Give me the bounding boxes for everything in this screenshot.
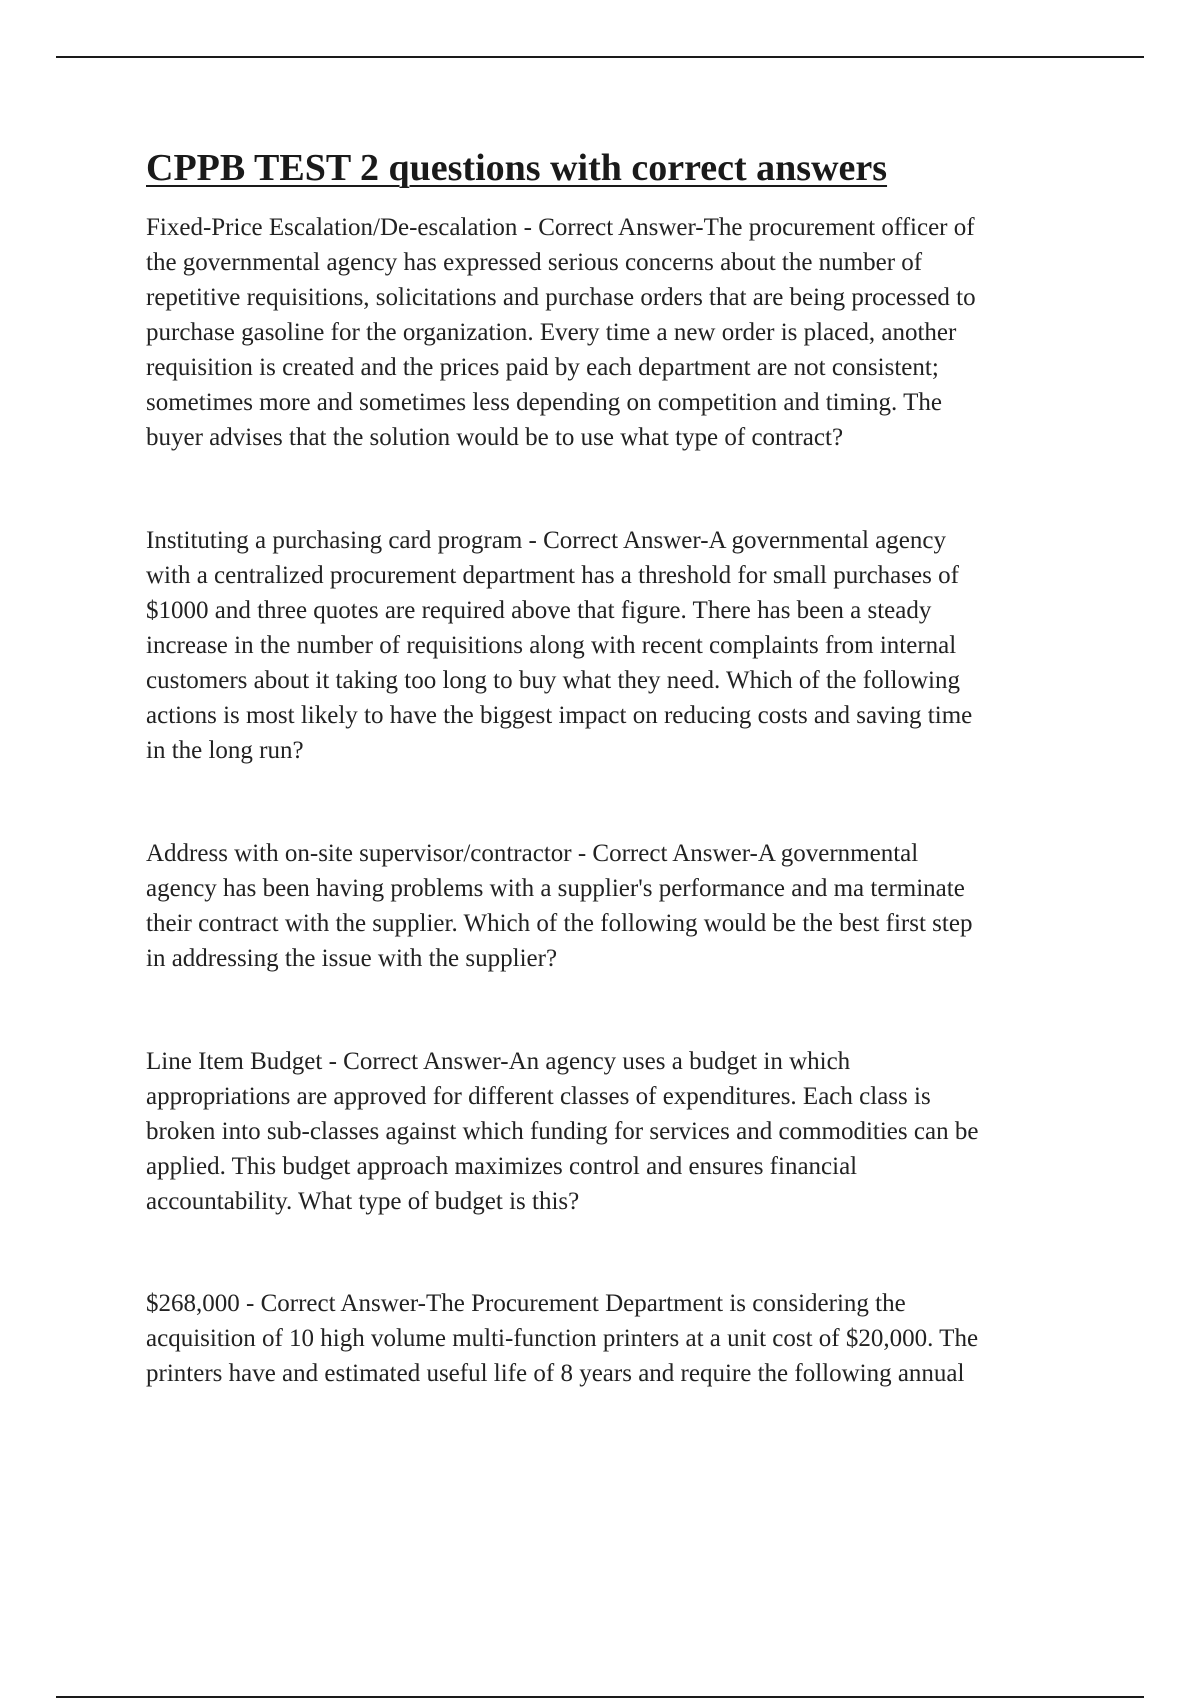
qa-line: their contract with the supplier. Which of the following would be the best first step: [146, 910, 973, 937]
qa-line: increase in the number of requisitions along with recent complaints from internal: [146, 632, 957, 659]
qa-line: $268,000 - Correct Answer-The Procurement Department is considering the: [146, 1290, 906, 1317]
qa-line: requisition is created and the prices paid by each department are not consistent;: [146, 354, 939, 381]
qa-line: appropriations are approved for different classes of expenditures. Each class is: [146, 1083, 931, 1110]
qa-line: with a centralized procurement department has a threshold for small purchases of: [146, 562, 959, 589]
qa-line: Instituting a purchasing card program - Correct Answer-A governmental agency: [146, 527, 946, 554]
qa-line: repetitive requisitions, solicitations and purchase orders that are being processed to: [146, 284, 976, 311]
qa-line: actions is most likely to have the biggest impact on reducing costs and saving time: [146, 702, 973, 729]
header-rule: [56, 56, 1144, 58]
qa-line: broken into sub-classes against which funding for services and commodities can be: [146, 1118, 979, 1145]
qa-line: applied. This budget approach maximizes control and ensures financial: [146, 1153, 858, 1180]
qa-line: the governmental agency has expressed serious concerns about the number of: [146, 249, 923, 276]
qa-item: [146, 523, 1096, 768]
qa-line: Fixed-Price Escalation/De-escalation - Correct Answer-The procurement officer of: [146, 214, 975, 241]
qa-item: [146, 1044, 1096, 1219]
page-title: CPPB TEST 2 questions with correct answers: [146, 147, 888, 189]
qa-item: [146, 1286, 1096, 1391]
qa-line: acquisition of 10 high volume multi-function printers at a unit cost of $20,000. The: [146, 1325, 979, 1352]
qa-line: in the long run?: [146, 737, 304, 764]
qa-line: purchase gasoline for the organization. Every time a new order is placed, another: [146, 319, 957, 346]
qa-line: in addressing the issue with the supplier?: [146, 945, 558, 972]
qa-line: Line Item Budget - Correct Answer-An agency uses a budget in which: [146, 1048, 851, 1075]
qa-line: printers have and estimated useful life of 8 years and require the following annual: [146, 1360, 965, 1387]
qa-line: buyer advises that the solution would be to use what type of contract?: [146, 424, 844, 451]
qa-item: [146, 836, 1096, 976]
qa-item: [146, 210, 1096, 455]
qa-line: customers about it taking too long to buy what they need. Which of the following: [146, 667, 960, 694]
qa-line: $1000 and three quotes are required above that figure. There has been a steady: [146, 597, 932, 624]
qa-line: sometimes more and sometimes less depending on competition and timing. The: [146, 389, 942, 416]
footer-rule: [56, 1696, 1144, 1698]
qa-line: Address with on-site supervisor/contractor - Correct Answer-A governmental: [146, 840, 919, 867]
qa-line: accountability. What type of budget is this?: [146, 1188, 580, 1215]
qa-line: agency has been having problems with a supplier's performance and ma terminate: [146, 875, 965, 902]
